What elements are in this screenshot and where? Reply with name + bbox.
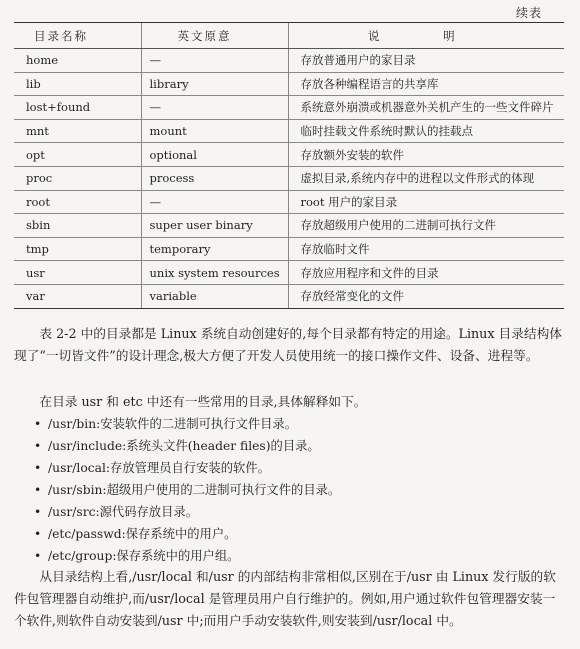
cell-english: — <box>141 96 288 120</box>
list-item-text: /usr/bin:安装软件的二进制可执行文件目录。 <box>48 417 298 431</box>
list-item <box>14 413 564 435</box>
bullet-icon: • <box>34 439 42 453</box>
bullet-icon: • <box>34 417 42 431</box>
header-dir-name: 目录名称 <box>14 23 141 49</box>
list-item-text: /usr/sbin:超级用户使用的二进制可执行文件的目录。 <box>48 483 341 497</box>
cell-dir: var <box>14 284 141 308</box>
cell-dir: sbin <box>14 214 141 238</box>
cell-desc: 虚拟目录,系统内存中的进程以文件形式的体现 <box>288 166 564 190</box>
bullet-icon: • <box>34 461 42 475</box>
cell-desc: 存放超级用户使用的二进制可执行文件 <box>288 214 564 238</box>
table-row <box>14 96 564 120</box>
table-row <box>14 261 564 285</box>
header-english: 英文原意 <box>141 23 288 49</box>
usr-etc-list <box>14 413 564 567</box>
cell-dir: opt <box>14 143 141 167</box>
cell-english: mount <box>141 119 288 143</box>
paragraph-table-summary: 表 2-2 中的目录都是 Linux 系统自动创建好的,每个目录都有特定的用途。Linux 目录结构体现了“一切皆文件”的设计理念,极大方便了开发人员使用统一的接口操作文件、设备、进程等。 <box>14 326 562 363</box>
directory-table <box>14 22 564 309</box>
table-row <box>14 119 564 143</box>
cell-dir: usr <box>14 261 141 285</box>
cell-dir: tmp <box>14 237 141 261</box>
bullet-icon: • <box>34 527 42 541</box>
bullet-icon: • <box>34 505 42 519</box>
list-item <box>14 501 564 523</box>
cell-desc: 存放额外安装的软件 <box>288 143 564 167</box>
list-item <box>14 435 564 457</box>
cell-english: library <box>141 72 288 96</box>
cell-dir: lib <box>14 72 141 96</box>
table-row <box>14 190 564 214</box>
cell-english: super user binary <box>141 214 288 238</box>
cell-desc: 存放临时文件 <box>288 237 564 261</box>
bullet-icon: • <box>34 483 42 497</box>
list-item <box>14 545 564 567</box>
table-header-row <box>14 23 564 49</box>
paragraph-usr-local-comparison: 从目录结构上看,/usr/local 和/usr 的内部结构非常相似,区别在于/usr 由 Linux 发行版的软件包管理器自动维护,而/usr/local 是管理员用户自行维护的。例如,用户通过软件包管理器安装一个软件,则软件自动安装到/usr 中;而用户手动安装软件,则安装到/usr/local 中。 <box>14 569 556 628</box>
list-item <box>14 523 564 545</box>
table-row <box>14 214 564 238</box>
cell-desc: 临时挂载文件系统时默认的挂载点 <box>288 119 564 143</box>
cell-desc: root 用户的家目录 <box>288 190 564 214</box>
cell-desc: 存放应用程序和文件的目录 <box>288 261 564 285</box>
list-item-text: /etc/passwd:保存系统中的用户。 <box>48 527 237 541</box>
cell-english: variable <box>141 284 288 308</box>
continued-label: 续表 <box>515 6 542 20</box>
table-row <box>14 49 564 73</box>
cell-dir: root <box>14 190 141 214</box>
list-item-text: /usr/include:系统头文件(header files)的目录。 <box>48 439 320 453</box>
list-item-text: /etc/group:保存系统中的用户组。 <box>48 549 240 563</box>
cell-dir: proc <box>14 166 141 190</box>
table-row <box>14 143 564 167</box>
paragraph-usr-etc-intro: 在目录 usr 和 etc 中还有一些常用的目录,具体解释如下。 <box>39 394 367 409</box>
table-row <box>14 72 564 96</box>
list-item <box>14 479 564 501</box>
cell-english: temporary <box>141 237 288 261</box>
list-item <box>14 457 564 479</box>
list-item-text: /usr/local:存放管理员自行安装的软件。 <box>48 461 270 475</box>
cell-english: process <box>141 166 288 190</box>
table-row <box>14 237 564 261</box>
cell-english: optional <box>141 143 288 167</box>
cell-desc: 存放经常变化的文件 <box>288 284 564 308</box>
cell-desc: 存放普通用户的家目录 <box>288 49 564 73</box>
cell-english: — <box>141 190 288 214</box>
cell-english: unix system resources <box>141 261 288 285</box>
cell-desc: 系统意外崩溃或机器意外关机产生的一些文件碎片 <box>288 96 564 120</box>
cell-desc: 存放各种编程语言的共享库 <box>288 72 564 96</box>
cell-dir: mnt <box>14 119 141 143</box>
bullet-icon: • <box>34 549 42 563</box>
cell-dir: home <box>14 49 141 73</box>
cell-dir: lost+found <box>14 96 141 120</box>
table-row <box>14 284 564 308</box>
table-row <box>14 166 564 190</box>
cell-english: — <box>141 49 288 73</box>
list-item-text: /usr/src:源代码存放目录。 <box>48 505 198 519</box>
header-description: 说 明 <box>288 23 564 49</box>
